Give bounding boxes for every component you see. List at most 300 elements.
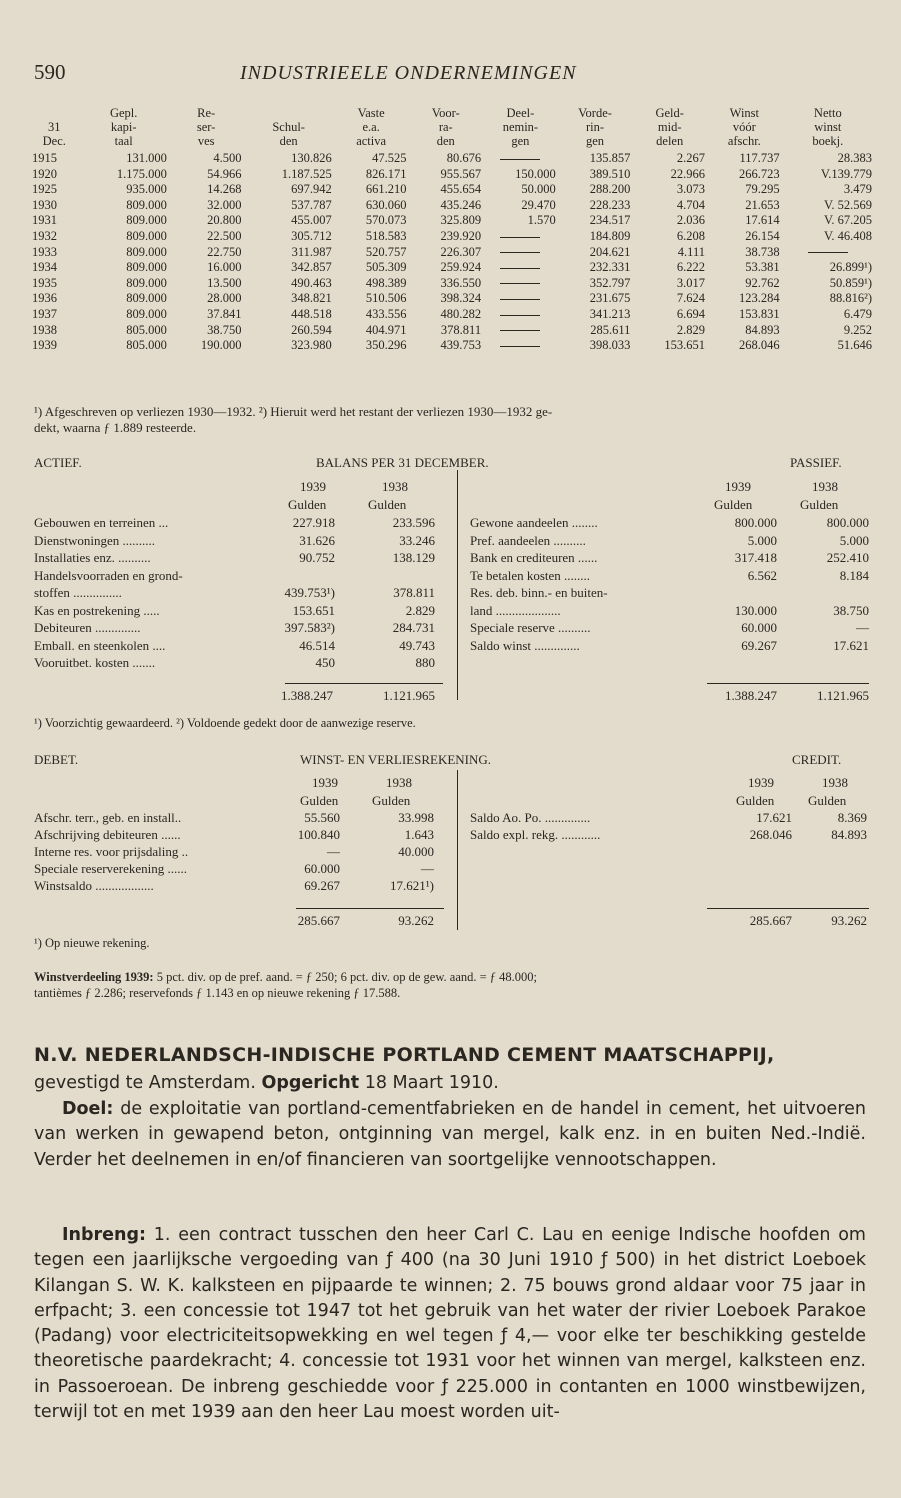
column-header: Vorde- rin- gen xyxy=(578,106,612,148)
credit-value-b: 8.369 xyxy=(837,810,867,825)
liability-value-a: 130.000 xyxy=(734,602,777,618)
dash-line xyxy=(500,237,540,238)
table-cell: 342.857 xyxy=(291,260,332,275)
pl-footnote: ¹) Op nieuwe rekening. xyxy=(34,936,150,950)
asset-label: stoffen ............... xyxy=(34,585,122,600)
dash-line xyxy=(500,283,540,284)
table-cell: V.139.779 xyxy=(820,166,872,181)
table-cell: 1930 xyxy=(32,197,57,212)
table-cell: 6.694 xyxy=(676,306,705,321)
liability-value-b: 5.000 xyxy=(839,532,869,548)
table-cell: 439.753 xyxy=(440,338,482,353)
liability-value-b: 800.000 xyxy=(826,515,869,530)
asset-value-a: 31.626 xyxy=(299,532,335,548)
table-cell: 1938 xyxy=(32,322,57,337)
table-cell: 22.500 xyxy=(207,228,242,243)
asset-label: Dienstwoningen .......... xyxy=(34,532,155,548)
table-cell: V. 52.569 xyxy=(823,197,872,212)
liability-value-a: 317.418 xyxy=(734,550,777,565)
debit-value-b: 17.621¹) xyxy=(390,878,434,893)
table-cell: 228.233 xyxy=(589,197,631,212)
table-cell: 53.381 xyxy=(745,260,780,275)
table-row xyxy=(30,323,874,339)
table-cell: 935.000 xyxy=(126,182,167,197)
debit-value-a: 69.267 xyxy=(304,878,340,893)
table-cell: 288.200 xyxy=(589,182,631,197)
table-cell: 184.809 xyxy=(589,228,631,243)
debit-value-a: — xyxy=(327,844,340,859)
dash-line xyxy=(500,159,540,160)
table-cell: 28.383 xyxy=(837,151,872,165)
table-cell: 84.893 xyxy=(745,322,780,337)
table-cell: 226.307 xyxy=(440,244,482,259)
table-cell: 50.000 xyxy=(521,182,556,197)
table-cell: 51.646 xyxy=(837,338,872,353)
table-row xyxy=(30,182,874,198)
stats-footnote-2: dekt, waarna ƒ 1.889 resteerde. xyxy=(34,420,197,435)
asset-label: Handelsvoorraden en grond- xyxy=(34,567,183,583)
table-cell: 630.060 xyxy=(365,197,407,212)
table-cell: 510.506 xyxy=(365,291,407,306)
table-cell: 117.737 xyxy=(739,151,780,165)
asset-label: Installaties enz. .......... xyxy=(34,550,151,565)
table-cell: 2.036 xyxy=(676,213,705,228)
credit-total-a: 285.667 xyxy=(749,913,792,928)
table-row xyxy=(30,260,874,276)
stats-footnote-1: ¹) Afgeschreven op verliezen 1930—1932. ²) Hieruit werd het restant der verliezen 1930—1932 ge- xyxy=(34,404,553,419)
table-cell: 955.567 xyxy=(440,166,482,181)
table-cell: 26.154 xyxy=(745,228,780,243)
pl-unit-b-right: Gulden xyxy=(808,793,847,808)
liability-value-b: 38.750 xyxy=(833,602,869,618)
balance-unit-b-right: Gulden xyxy=(800,497,839,512)
table-cell: 9.252 xyxy=(843,322,872,337)
pl-unit-a: Gulden xyxy=(300,793,339,808)
table-cell: 22.966 xyxy=(670,166,705,181)
table-cell: 150.000 xyxy=(515,166,556,181)
asset-value-b: 138.129 xyxy=(392,550,435,565)
table-cell: 16.000 xyxy=(207,260,242,275)
column-header: Vaste e.a. activa xyxy=(356,106,387,148)
column-header: Schul- den xyxy=(272,120,305,148)
page-number: 590 xyxy=(34,60,66,84)
table-cell: 1933 xyxy=(32,244,57,259)
table-cell: 38.738 xyxy=(745,244,780,259)
table-cell: 325.809 xyxy=(440,213,482,228)
table-cell: 260.594 xyxy=(291,322,332,337)
table-cell: 123.284 xyxy=(739,291,780,306)
credit-label: Saldo expl. rekg. ............ xyxy=(470,827,601,842)
pl-year-b: 1938 xyxy=(386,775,412,790)
table-cell: 3.017 xyxy=(676,275,705,290)
table-cell: 1.570 xyxy=(527,213,556,228)
table-cell: 92.762 xyxy=(745,275,780,290)
inbreng-text: 1. een contract tusschen den heer Carl C. Lau en eenige Indische hoofden om tegen een jaarlijksche vergoeding van ƒ 400 (na 30 Juni 1910 ƒ 500) in het district Loeboek Kilangan S. W. K. kalksteen en pijpaarde te winnen; 2. 75 bouws grond aldaar voor 75 jaar in erfpacht; 3. een concessie tot 1947 tot het gebruik van het water der rivier Loeboek Parakoe (Padang) voor electriciteitsopwekking en wel tegen ƒ 4,— voor elke ter beschikking gestelde theoretische paardekracht; 4. concessie tot 1931 voor het winnen van mergel, kalksteen enz. in Passoeroean. De inbreng geschiedde voor ƒ 225.000 in contanten en 1000 winstbewijzen, terwijl tot en met 1939 aan den heer Lau moest worden uit- xyxy=(34,1225,866,1423)
distribution-text-1: 5 pct. div. op de pref. aand. = ƒ 250; 6 pct. div. op de gew. aand. = ƒ 48.000; xyxy=(153,970,538,984)
table-cell: 311.987 xyxy=(291,244,332,259)
debit-value-a: 60.000 xyxy=(304,861,340,876)
table-cell: 80.676 xyxy=(446,151,482,165)
asset-label: Debiteuren .............. xyxy=(34,620,141,635)
table-cell: 190.000 xyxy=(200,338,242,353)
credit-value-a: 17.621 xyxy=(756,810,792,825)
dash-line xyxy=(500,330,540,331)
table-cell: 21.653 xyxy=(745,197,780,212)
credit-value-b: 84.893 xyxy=(831,827,867,842)
table-cell: 3.479 xyxy=(843,182,872,197)
asset-value-b: 33.246 xyxy=(399,532,435,548)
table-header-row xyxy=(30,106,874,151)
column-header: Netto winst boekj. xyxy=(812,106,844,148)
asset-value-a: 227.918 xyxy=(292,515,335,530)
balance-footnote: ¹) Voorzichtig gewaardeerd. ²) Voldoende gedekt door de aanwezige reserve. xyxy=(34,716,416,730)
table-cell: 17.614 xyxy=(745,213,780,228)
debit-value-a: 55.560 xyxy=(304,810,340,825)
table-cell: 805.000 xyxy=(126,338,167,353)
debit-label: Winstsaldo .................. xyxy=(34,878,154,893)
asset-value-a: 46.514 xyxy=(299,637,335,653)
liabilities-total-rule xyxy=(707,683,869,684)
table-cell: 448.518 xyxy=(291,306,332,321)
table-cell: 809.000 xyxy=(126,244,167,259)
asset-value-a: 153.651 xyxy=(292,602,335,618)
table-cell: 22.750 xyxy=(207,244,242,259)
pl-divider xyxy=(457,770,458,930)
table-cell: 7.624 xyxy=(676,291,705,306)
table-cell: 259.924 xyxy=(440,260,482,275)
assets-total-a: 1.388.247 xyxy=(281,688,333,703)
table-cell: 348.821 xyxy=(291,291,332,306)
table-cell: 26.899¹) xyxy=(829,260,872,275)
table-cell xyxy=(483,338,558,354)
table-cell: 153.651 xyxy=(664,338,705,353)
table-cell xyxy=(483,291,558,307)
balance-left-heading: ACTIEF. xyxy=(34,455,82,470)
table-cell: 1936 xyxy=(32,291,57,306)
balance-year-b: 1938 xyxy=(382,479,408,494)
liability-label: Res. deb. binn.- en buiten- xyxy=(470,585,608,600)
table-cell: 37.841 xyxy=(207,306,242,321)
table-cell: 29.470 xyxy=(521,197,556,212)
table-row xyxy=(30,276,874,292)
column-header: Voor- ra- den xyxy=(431,106,460,148)
table-cell xyxy=(483,260,558,276)
liability-value-a: 6.562 xyxy=(747,567,777,583)
table-cell: 38.750 xyxy=(207,322,242,337)
table-cell: 455.654 xyxy=(440,182,482,197)
company-goal xyxy=(34,1097,866,1173)
pl-title: WINST- EN VERLIESREKENING. xyxy=(300,752,492,767)
table-cell: 232.331 xyxy=(589,260,631,275)
asset-label: Vooruitbet. kosten ....... xyxy=(34,655,156,670)
page-title: INDUSTRIEELE ONDERNEMINGEN xyxy=(240,62,577,84)
table-cell: 398.324 xyxy=(440,291,482,306)
table-cell: 4.111 xyxy=(677,244,705,259)
table-cell xyxy=(483,276,558,292)
table-cell: V. 46.408 xyxy=(823,228,872,243)
table-cell: 1937 xyxy=(32,306,57,321)
balance-year-a: 1939 xyxy=(300,479,326,494)
table-cell: 28.000 xyxy=(207,291,242,306)
table-cell: 54.966 xyxy=(207,166,242,181)
asset-value-b: 284.731 xyxy=(392,620,435,635)
asset-value-b: 49.743 xyxy=(399,637,435,653)
liabilities-total-b: 1.121.965 xyxy=(817,688,869,703)
table-cell: 490.463 xyxy=(291,275,332,290)
table-cell: 350.296 xyxy=(365,338,407,353)
dash-line xyxy=(500,299,540,300)
debit-value-b: 33.998 xyxy=(398,810,434,825)
table-cell: 285.611 xyxy=(590,322,631,337)
table-cell: 47.525 xyxy=(372,151,407,165)
table-cell: 809.000 xyxy=(126,291,167,306)
table-cell: 13.500 xyxy=(207,275,242,290)
debit-total-rule xyxy=(296,908,444,909)
pl-year-a-right: 1939 xyxy=(748,775,774,790)
table-cell: 6.479 xyxy=(843,306,872,321)
dash-line xyxy=(500,315,540,316)
company-founding xyxy=(34,1071,866,1096)
table-cell: 130.826 xyxy=(291,151,332,165)
table-cell: 4.704 xyxy=(676,197,705,212)
asset-value-a: 397.583²) xyxy=(284,620,335,635)
balance-divider xyxy=(457,470,458,700)
debit-label: Speciale reserverekening ...... xyxy=(34,861,188,876)
asset-label: Kas en postrekening ..... xyxy=(34,602,160,618)
table-cell: 1.187.525 xyxy=(281,166,332,181)
pl-right-heading: CREDIT. xyxy=(792,752,842,767)
balance-unit-a-right: Gulden xyxy=(714,497,753,512)
table-cell: 570.073 xyxy=(365,213,407,228)
table-cell: 1.175.000 xyxy=(116,166,167,181)
liability-value-b: 8.184 xyxy=(839,567,869,583)
credit-value-a: 268.046 xyxy=(749,827,792,842)
founded-date: 18 Maart 1910. xyxy=(364,1073,499,1093)
table-cell: 805.000 xyxy=(126,322,167,337)
asset-value-a: 90.752 xyxy=(299,550,335,565)
table-cell: 14.268 xyxy=(207,182,242,197)
table-row xyxy=(30,229,874,245)
table-cell: 323.980 xyxy=(291,338,332,353)
table-cell: 505.309 xyxy=(365,260,407,275)
table-cell: 1931 xyxy=(32,213,57,228)
column-header: Winst vóór afschr. xyxy=(727,106,761,148)
dash-line xyxy=(500,268,540,269)
table-cell: 6.208 xyxy=(676,228,705,243)
asset-value-b: 233.596 xyxy=(392,515,435,530)
table-cell: 3.073 xyxy=(676,182,705,197)
table-cell: 2.829 xyxy=(676,322,705,337)
column-header: Re- ser- ves xyxy=(196,106,216,148)
table-cell xyxy=(483,307,558,323)
pl-left-heading: DEBET. xyxy=(34,752,79,767)
pl-year-b-right: 1938 xyxy=(822,775,848,790)
asset-value-a: 439.753¹) xyxy=(284,585,335,600)
table-cell: 20.800 xyxy=(207,213,242,228)
table-cell: 4.500 xyxy=(213,151,242,165)
balance-title: BALANS PER 31 DECEMBER. xyxy=(316,455,489,470)
pl-year-a: 1939 xyxy=(312,775,338,790)
table-cell: 153.831 xyxy=(739,306,780,321)
liabilities-total-a: 1.388.247 xyxy=(725,688,777,703)
table-cell: 661.210 xyxy=(365,182,407,197)
table-cell: 455.007 xyxy=(291,213,332,228)
balance-year-b-right: 1938 xyxy=(812,479,838,494)
debit-value-a: 100.840 xyxy=(297,827,340,842)
dash-line xyxy=(500,346,540,347)
table-cell: 239.920 xyxy=(440,228,482,243)
table-cell: 234.517 xyxy=(589,213,631,228)
table-cell: 2.267 xyxy=(676,151,705,165)
column-header: Deel- nemin- gen xyxy=(502,106,539,148)
column-header: 31 Dec. xyxy=(42,120,66,148)
table-cell xyxy=(483,229,558,245)
table-cell: 131.000 xyxy=(126,151,167,165)
table-cell: 809.000 xyxy=(126,306,167,321)
dash-line xyxy=(808,252,848,253)
asset-value-b: 880 xyxy=(415,655,435,670)
liability-label: Speciale reserve .......... xyxy=(470,620,591,635)
table-cell: 305.712 xyxy=(291,228,332,243)
table-cell: 266.723 xyxy=(739,166,780,181)
table-cell: 231.675 xyxy=(589,291,631,306)
liability-label: Pref. aandeelen .......... xyxy=(470,532,586,548)
liability-label: land .................... xyxy=(470,602,561,618)
table-cell: 1915 xyxy=(32,151,57,165)
table-cell: 88.816²) xyxy=(829,291,872,306)
table-cell: 268.046 xyxy=(739,338,780,353)
goal-text: de exploitatie van portland-cementfabrieken en de handel in cement, het uitvoeren van werken in gewapend beton, ontginning van mergel, kalk enz. in en buiten Ned.-Indië. Verder het deelnemen in en/of financieren van soortgelijke vennootschappen. xyxy=(34,1099,866,1170)
liability-value-a: 60.000 xyxy=(741,620,777,635)
table-cell: 135.857 xyxy=(589,151,631,165)
distribution-label: Winstverdeeling 1939: xyxy=(34,970,154,984)
credit-total-b: 93.262 xyxy=(831,913,867,928)
liability-label: Bank en crediteuren ...... xyxy=(470,550,598,565)
table-cell xyxy=(483,151,558,167)
asset-label: Gebouwen en terreinen ... xyxy=(34,515,169,530)
table-row xyxy=(30,167,874,183)
balance-unit-a: Gulden xyxy=(288,497,327,512)
column-header: Gepl. kapi- taal xyxy=(109,106,138,148)
table-cell: 537.787 xyxy=(291,197,332,212)
company-seat: gevestigd te Amsterdam. xyxy=(34,1073,256,1093)
liability-label: Saldo winst .............. xyxy=(470,637,580,653)
founded-label: Opgericht xyxy=(261,1073,360,1093)
inbreng-label: Inbreng: xyxy=(62,1225,146,1245)
table-cell: 435.246 xyxy=(440,197,482,212)
table-cell: 32.000 xyxy=(207,197,242,212)
table-cell: 336.550 xyxy=(440,275,482,290)
table-cell: 1920 xyxy=(32,166,57,181)
table-cell: 352.797 xyxy=(589,275,631,290)
table-cell: 389.510 xyxy=(589,166,631,181)
table-cell xyxy=(782,245,874,261)
debit-label: Afschr. terr., geb. en install.. xyxy=(34,810,182,825)
credit-total-rule xyxy=(707,908,869,909)
company-name: N.V. NEDERLANDSCH-INDISCHE PORTLAND CEMENT MAATSCHAPPIJ, xyxy=(34,1044,775,1066)
table-cell: 809.000 xyxy=(126,213,167,228)
balance-right-heading: PASSIEF. xyxy=(790,455,842,470)
table-cell xyxy=(483,245,558,261)
credit-label: Saldo Ao. Po. .............. xyxy=(470,810,591,825)
table-cell xyxy=(483,323,558,339)
debit-value-b: 1.643 xyxy=(404,827,434,842)
company-inbreng xyxy=(34,1223,866,1425)
table-cell: 1932 xyxy=(32,228,57,243)
asset-value-a: 450 xyxy=(315,655,335,670)
profit-distribution-line-1 xyxy=(34,970,537,985)
pl-unit-a-right: Gulden xyxy=(736,793,775,808)
table-row xyxy=(30,198,874,214)
profit-distribution-line-2: tantièmes ƒ 2.286; reservefonds ƒ 1.143 en op nieuwe rekening ƒ 17.588. xyxy=(34,986,401,1000)
dash-line xyxy=(500,252,540,253)
asset-value-b: 2.829 xyxy=(405,602,435,618)
table-cell: 809.000 xyxy=(126,228,167,243)
liability-value-a: 800.000 xyxy=(734,515,777,530)
table-row xyxy=(30,291,874,307)
debit-total-b: 93.262 xyxy=(398,913,434,928)
debit-total-a: 285.667 xyxy=(297,913,340,928)
debit-label: Interne res. voor prijsdaling .. xyxy=(34,844,189,859)
asset-label: Emball. en steenkolen .... xyxy=(34,637,166,653)
assets-total-b: 1.121.965 xyxy=(383,688,435,703)
table-cell: 809.000 xyxy=(126,197,167,212)
pl-unit-b: Gulden xyxy=(372,793,411,808)
goal-label: Doel: xyxy=(62,1099,114,1119)
table-cell: 404.971 xyxy=(365,322,407,337)
table-cell: 809.000 xyxy=(126,260,167,275)
table-cell: 1925 xyxy=(32,182,57,197)
table-row xyxy=(30,307,874,323)
liability-value-a: 5.000 xyxy=(747,532,777,548)
asset-value-b: 378.811 xyxy=(393,585,435,600)
table-cell: 809.000 xyxy=(126,275,167,290)
table-row xyxy=(30,338,874,354)
table-cell: 378.811 xyxy=(440,322,482,337)
debit-value-b: 40.000 xyxy=(398,844,434,859)
table-cell: 520.757 xyxy=(365,244,407,259)
assets-total-rule xyxy=(285,683,443,684)
liability-label: Gewone aandeelen ........ xyxy=(470,515,598,530)
table-cell: 697.942 xyxy=(291,182,332,197)
table-cell: 204.621 xyxy=(589,244,631,259)
balance-unit-b: Gulden xyxy=(368,497,407,512)
table-cell: 1939 xyxy=(32,338,57,353)
liability-value-b: 17.621 xyxy=(833,637,869,653)
table-cell: 480.282 xyxy=(440,306,482,321)
table-cell: 50.859¹) xyxy=(829,275,872,290)
table-cell: 518.583 xyxy=(365,228,407,243)
table-cell: 79.295 xyxy=(745,182,780,197)
table-cell: 6.222 xyxy=(676,260,705,275)
liability-label: Te betalen kosten ........ xyxy=(470,567,591,583)
debit-label: Afschrijving debiteuren ...... xyxy=(34,827,181,842)
table-cell: 1934 xyxy=(32,260,57,275)
table-row xyxy=(30,213,874,229)
table-cell: 341.213 xyxy=(589,306,631,321)
table-cell: 398.033 xyxy=(589,338,631,353)
table-cell: 433.556 xyxy=(365,306,407,321)
liability-value-b: — xyxy=(856,620,869,635)
table-row xyxy=(30,245,874,261)
balance-year-a-right: 1939 xyxy=(725,479,751,494)
debit-value-b: — xyxy=(421,861,434,876)
column-header: Geld- mid- delen xyxy=(655,106,684,148)
liability-value-a: 69.267 xyxy=(741,637,777,653)
table-cell: 1935 xyxy=(32,275,57,290)
table-cell: V. 67.205 xyxy=(823,213,872,228)
liability-value-b: 252.410 xyxy=(826,550,869,565)
